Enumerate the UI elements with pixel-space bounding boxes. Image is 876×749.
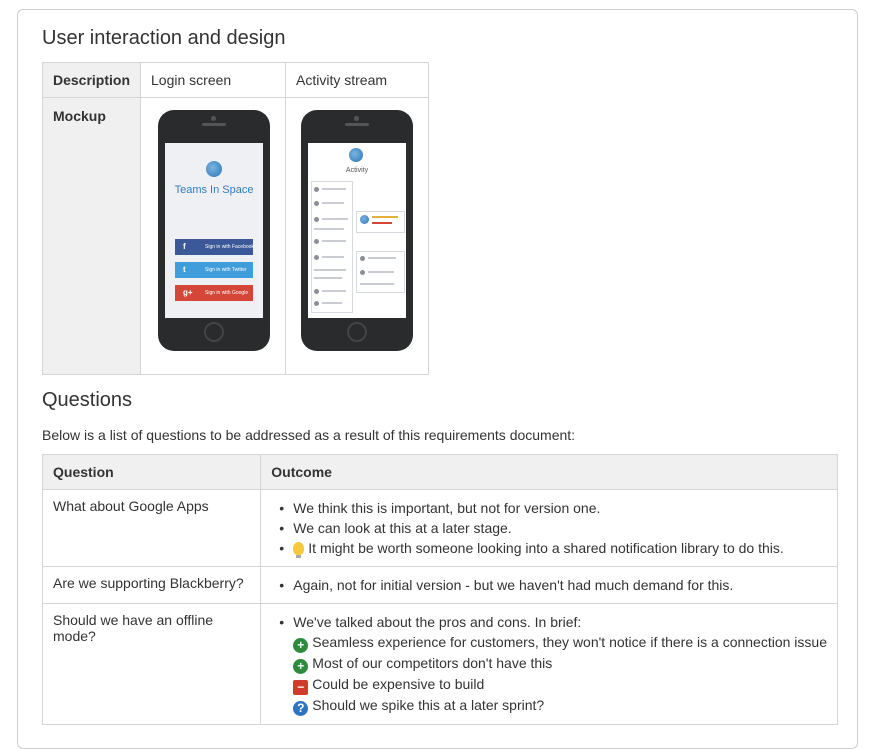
questions-intro: Below is a list of questions to be addressed as a result of this requirements document: bbox=[42, 427, 576, 443]
list-item: • We think this is important, but not for version one. bbox=[293, 498, 827, 518]
section-title-questions: Questions bbox=[42, 389, 133, 411]
list-item: • We can look at this at a later stage. bbox=[293, 518, 827, 538]
outcome-header: Outcome bbox=[261, 455, 838, 490]
section-title-design: User interaction and design bbox=[42, 27, 286, 49]
facebook-signin-button[interactable]: f Sign in with Facebook bbox=[175, 239, 253, 255]
list-item: • It might be worth someone looking into a shared notification library to do this. bbox=[293, 538, 827, 558]
question-icon: ? bbox=[293, 701, 308, 716]
question-cell: Are we supporting Blackberry? bbox=[43, 567, 261, 604]
twitter-signin-button[interactable]: t Sign in with Twitter bbox=[175, 262, 253, 278]
questions-table bbox=[42, 454, 838, 725]
teams-logo-icon bbox=[206, 161, 222, 177]
mockup-label: Mockup bbox=[43, 98, 141, 375]
outcome-cell bbox=[261, 490, 838, 567]
activity-phone-mockup bbox=[301, 110, 413, 351]
activity-mockup-cell bbox=[286, 98, 429, 375]
description-label: Description bbox=[43, 63, 141, 98]
activity-stream-header: Activity stream bbox=[286, 63, 429, 98]
brand-name: Teams In Space bbox=[174, 184, 254, 196]
activity-phone-screen bbox=[308, 143, 406, 318]
table-row bbox=[43, 490, 838, 567]
design-table bbox=[42, 62, 429, 375]
plus-icon: + bbox=[293, 638, 308, 653]
login-mockup-cell bbox=[141, 98, 286, 375]
table-row bbox=[43, 604, 838, 725]
outcome-cell bbox=[261, 567, 838, 604]
google-signin-button[interactable]: g+ Sign in with Google bbox=[175, 285, 253, 301]
lightbulb-icon bbox=[293, 542, 304, 555]
list-item: + Seamless experience for customers, they won't notice if there is a connection issue bbox=[293, 632, 827, 653]
question-header: Question bbox=[43, 455, 261, 490]
question-cell: Should we have an offline mode? bbox=[43, 604, 261, 725]
minus-icon: − bbox=[293, 680, 308, 695]
google-plus-icon: g+ bbox=[183, 288, 193, 297]
outcome-cell bbox=[261, 604, 838, 725]
question-cell: What about Google Apps bbox=[43, 490, 261, 567]
facebook-icon: f bbox=[183, 242, 186, 251]
list-item: − Could be expensive to build bbox=[293, 674, 827, 695]
list-item: ? Should we spike this at a later sprint? bbox=[293, 695, 827, 716]
list-item: • We've talked about the pros and cons. In brief: + Seamless experience for customers, they won't notice if there is a connection issue + Most of our competitors don't have this − Could be expensive to build ? Should we spike this at a later sprint? bbox=[293, 612, 827, 716]
activity-logo-icon bbox=[349, 148, 363, 162]
login-screen-header: Login screen bbox=[141, 63, 286, 98]
twitter-icon: t bbox=[183, 265, 186, 274]
list-item: + Most of our competitors don't have this bbox=[293, 653, 827, 674]
plus-icon: + bbox=[293, 659, 308, 674]
table-row bbox=[43, 567, 838, 604]
login-phone-mockup bbox=[158, 110, 270, 351]
login-phone-screen bbox=[165, 143, 263, 318]
list-item: • Again, not for initial version - but we haven't had much demand for this. bbox=[293, 575, 827, 595]
activity-title: Activity bbox=[345, 167, 369, 174]
